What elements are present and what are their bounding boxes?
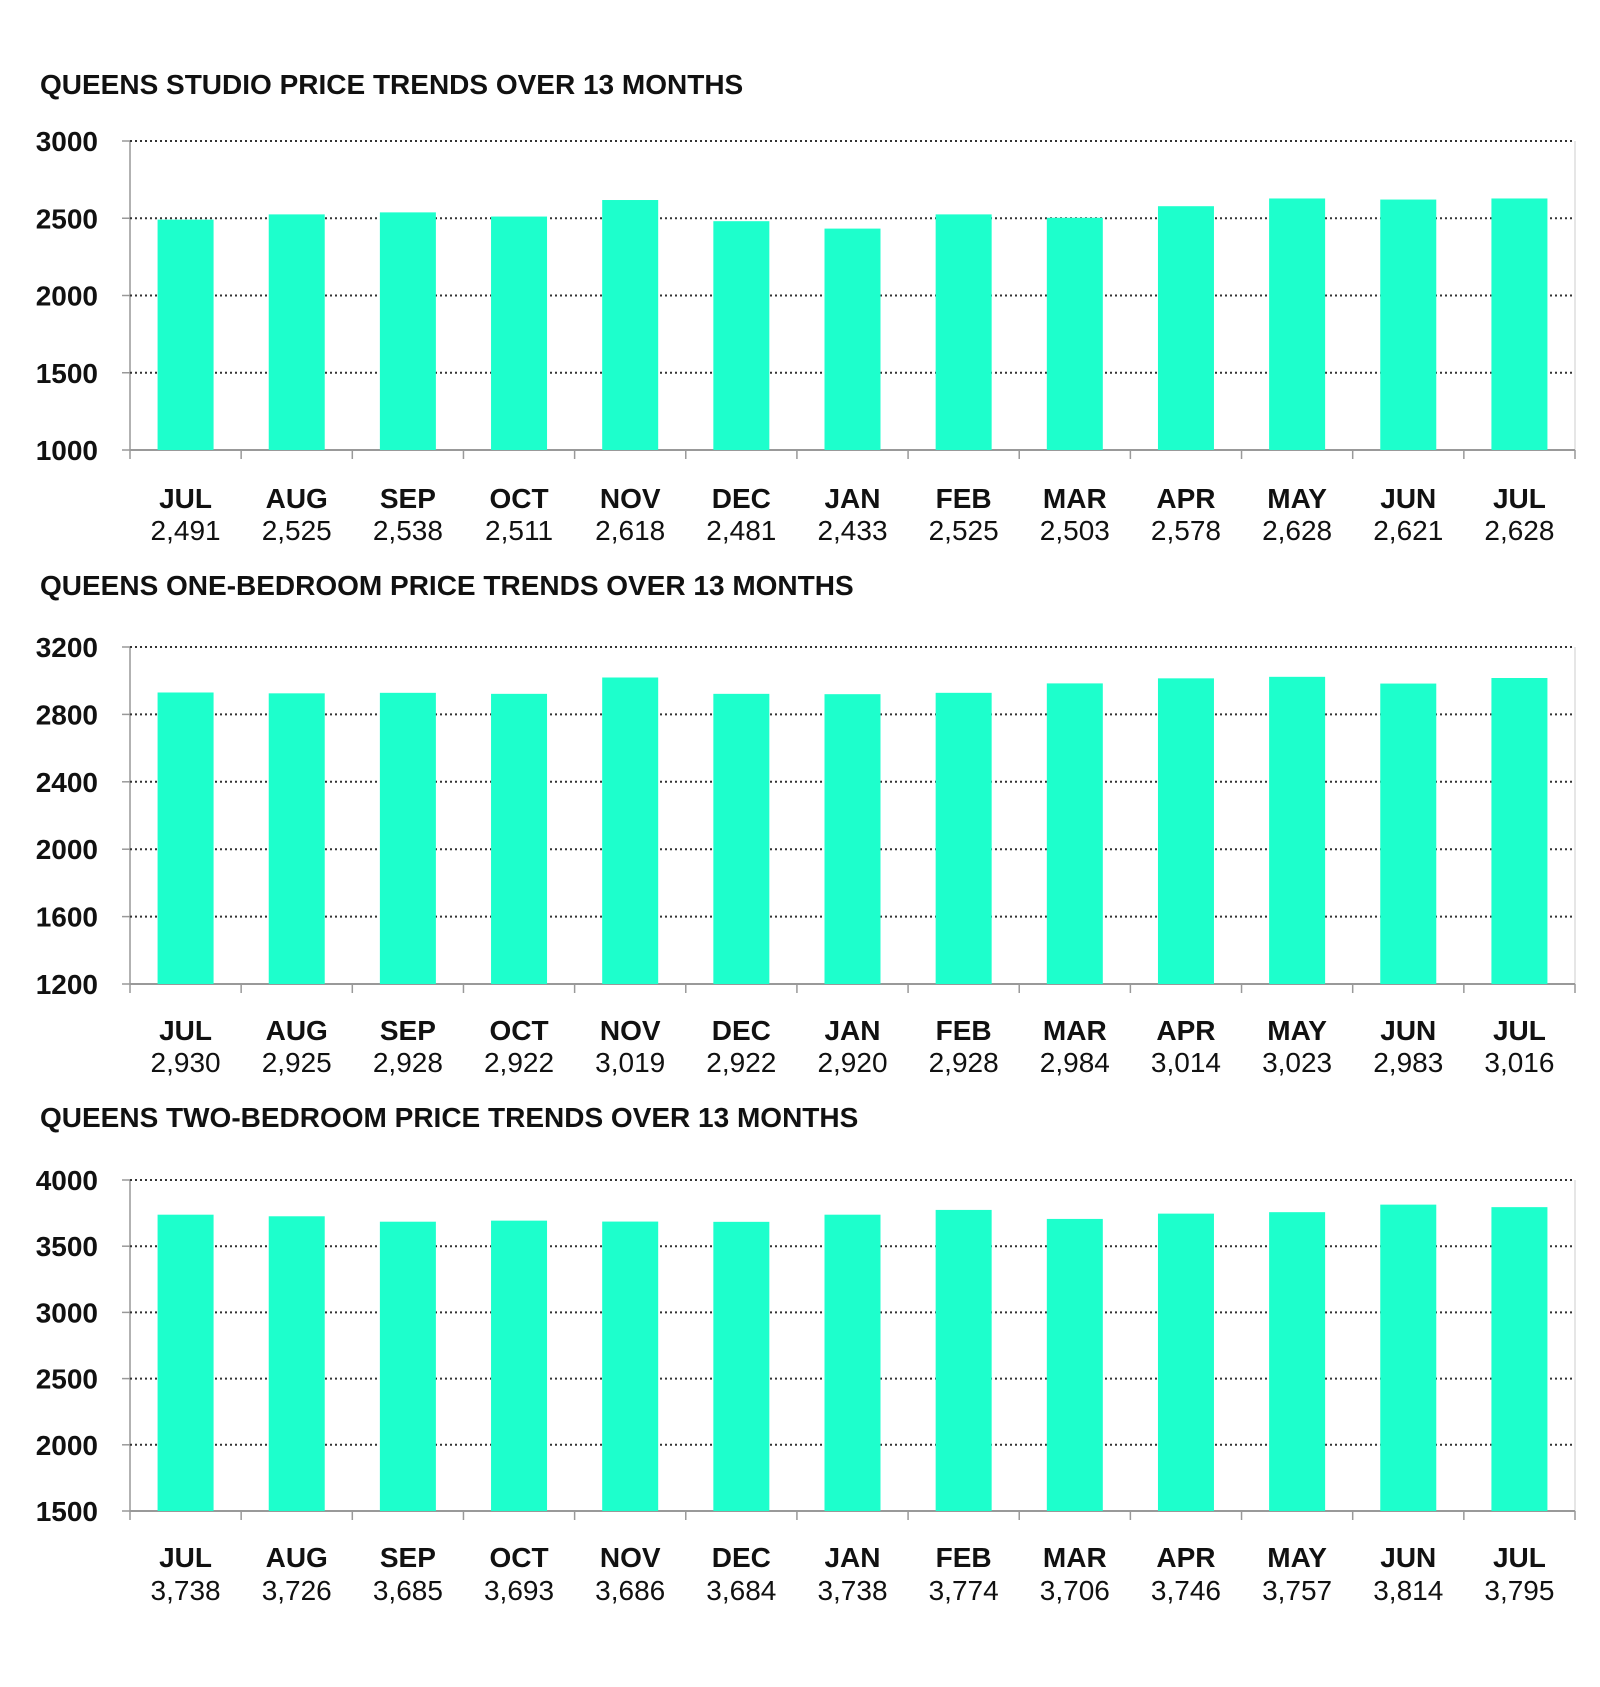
x-value-label: 2,491 (150, 515, 221, 546)
bar-aug (269, 1216, 325, 1511)
x-value-label: 2,920 (817, 1047, 888, 1078)
x-value-label: 3,014 (1150, 1047, 1222, 1078)
x-category-label: JAN (824, 483, 881, 514)
x-category-label: MAR (1042, 483, 1107, 514)
x-category-label: MAR (1042, 1015, 1107, 1046)
x-value-label: 2,930 (150, 1047, 221, 1078)
bar-sep (380, 212, 436, 450)
bar-aug (269, 693, 325, 984)
x-category-label: FEB (935, 1015, 992, 1046)
bar-jul (1491, 198, 1547, 450)
x-category-label: FEB (935, 1542, 992, 1573)
x-category-label: MAY (1267, 1015, 1327, 1046)
x-value-label: 3,686 (595, 1575, 666, 1606)
y-tick-label: 1500 (35, 357, 98, 389)
x-value-label: 2,925 (261, 1047, 332, 1078)
x-value-label: 3,774 (928, 1575, 999, 1606)
x-value-label: 3,746 (1150, 1575, 1222, 1606)
x-category-label: JUL (159, 1542, 213, 1573)
bar-dec (713, 221, 769, 450)
bar-mar (1047, 1219, 1103, 1511)
y-tick-label: 1200 (35, 969, 98, 1000)
x-value-label: 2,984 (1039, 1047, 1110, 1078)
x-value-label: 3,738 (817, 1575, 888, 1606)
y-tick-label: 3500 (35, 1231, 98, 1263)
x-category-label: OCT (489, 1015, 549, 1046)
y-tick-label: 3200 (35, 632, 98, 663)
y-tick-label: 2800 (35, 699, 98, 731)
y-tick-label: 3000 (35, 1297, 98, 1329)
x-value-label: 2,928 (928, 1047, 999, 1078)
bar-may (1269, 677, 1325, 984)
bar-may (1269, 198, 1325, 450)
y-tick-label: 1000 (35, 435, 98, 466)
x-value-label: 2,538 (372, 515, 443, 546)
x-category-label: JUL (159, 483, 213, 514)
bar-chart-3 (36, 1102, 1575, 1606)
y-tick-label: 4000 (35, 1165, 98, 1196)
x-category-label: MAR (1042, 1542, 1107, 1573)
x-value-label: 2,503 (1039, 515, 1110, 546)
x-value-label: 2,922 (483, 1047, 555, 1078)
x-value-label: 3,019 (595, 1047, 666, 1078)
x-category-label: APR (1156, 1015, 1216, 1046)
bar-apr (1158, 206, 1214, 450)
x-category-label: APR (1156, 1542, 1216, 1573)
bar-dec (713, 1222, 769, 1511)
bar-chart-2 (36, 570, 1575, 1078)
bar-sep (380, 1222, 436, 1511)
x-category-label: APR (1156, 483, 1216, 514)
x-category-label: JUL (159, 1015, 213, 1046)
bar-jul (158, 692, 214, 984)
x-category-label: JAN (824, 1015, 881, 1046)
y-tick-label: 2500 (35, 203, 98, 235)
x-value-label: 3,726 (261, 1575, 332, 1606)
x-value-label: 3,685 (372, 1575, 443, 1606)
chart-title: QUEENS TWO-BEDROOM PRICE TRENDS OVER 13 MONTHS (40, 1102, 859, 1133)
x-value-label: 2,628 (1484, 515, 1555, 546)
x-value-label: 3,693 (483, 1575, 555, 1606)
x-category-label: MAY (1267, 483, 1327, 514)
bar-sep (380, 693, 436, 984)
x-category-label: AUG (265, 483, 328, 514)
chart-title: QUEENS ONE-BEDROOM PRICE TRENDS OVER 13 MONTHS (40, 570, 854, 601)
x-category-label: JUL (1492, 483, 1546, 514)
bar-feb (936, 1210, 992, 1511)
bar-jan (825, 229, 881, 450)
x-category-label: MAY (1267, 1542, 1327, 1573)
bar-may (1269, 1212, 1325, 1511)
x-value-label: 3,795 (1484, 1575, 1555, 1606)
bar-jul (158, 1215, 214, 1511)
bar-jul (1491, 1207, 1547, 1511)
x-value-label: 2,525 (261, 515, 332, 546)
x-value-label: 2,928 (372, 1047, 443, 1078)
y-tick-label: 2000 (35, 280, 98, 312)
x-value-label: 2,983 (1373, 1047, 1444, 1078)
x-value-label: 3,016 (1484, 1047, 1555, 1078)
x-value-label: 3,684 (706, 1575, 777, 1606)
x-category-label: JUL (1492, 1015, 1546, 1046)
x-value-label: 2,481 (706, 515, 777, 546)
bar-jul (158, 220, 214, 450)
x-value-label: 2,628 (1262, 515, 1333, 546)
bar-jun (1380, 1205, 1436, 1511)
bar-oct (491, 217, 547, 450)
y-tick-label: 2500 (35, 1363, 98, 1395)
x-value-label: 3,757 (1262, 1575, 1333, 1606)
x-category-label: DEC (711, 1542, 771, 1573)
x-category-label: SEP (379, 1015, 436, 1046)
x-category-label: AUG (265, 1542, 328, 1573)
bar-dec (713, 694, 769, 984)
bar-apr (1158, 1214, 1214, 1511)
x-value-label: 2,618 (595, 515, 666, 546)
bar-jan (825, 694, 881, 984)
x-value-label: 3,706 (1039, 1575, 1110, 1606)
bar-nov (602, 200, 658, 450)
x-category-label: JUN (1380, 1542, 1437, 1573)
x-value-label: 2,922 (706, 1047, 777, 1078)
bar-oct (491, 1221, 547, 1511)
y-tick-label: 2000 (35, 1429, 98, 1461)
x-category-label: NOV (599, 1542, 661, 1573)
x-category-label: JUL (1492, 1542, 1546, 1573)
y-tick-label: 2400 (35, 766, 98, 798)
bar-oct (491, 694, 547, 984)
bar-apr (1158, 678, 1214, 984)
x-category-label: JUN (1380, 483, 1437, 514)
x-category-label: JAN (824, 1542, 881, 1573)
x-value-label: 2,525 (928, 515, 999, 546)
x-value-label: 2,511 (485, 515, 554, 546)
x-category-label: FEB (935, 483, 992, 514)
x-category-label: SEP (379, 483, 436, 514)
x-category-label: JUN (1380, 1015, 1437, 1046)
y-tick-label: 2000 (35, 834, 98, 866)
x-value-label: 2,578 (1150, 515, 1222, 546)
y-tick-label: 3000 (35, 126, 98, 157)
bar-jul (1491, 678, 1547, 984)
bar-jan (825, 1215, 881, 1511)
x-category-label: OCT (489, 483, 549, 514)
bar-feb (936, 214, 992, 450)
bar-jun (1380, 200, 1436, 450)
bar-nov (602, 677, 658, 984)
bar-jun (1380, 684, 1436, 984)
x-value-label: 3,738 (150, 1575, 221, 1606)
x-value-label: 3,814 (1373, 1575, 1444, 1606)
bar-mar (1047, 683, 1103, 984)
x-value-label: 3,023 (1262, 1047, 1333, 1078)
x-category-label: AUG (265, 1015, 328, 1046)
x-value-label: 2,621 (1373, 515, 1444, 546)
x-category-label: OCT (489, 1542, 549, 1573)
x-category-label: NOV (599, 483, 661, 514)
y-tick-label: 1500 (35, 1496, 98, 1527)
x-category-label: DEC (711, 1015, 771, 1046)
y-tick-label: 1600 (35, 901, 98, 933)
x-category-label: SEP (379, 1542, 436, 1573)
x-category-label: NOV (599, 1015, 661, 1046)
bar-chart-1 (36, 69, 1575, 546)
chart-title: QUEENS STUDIO PRICE TRENDS OVER 13 MONTHS (40, 69, 744, 100)
bar-aug (269, 214, 325, 450)
x-value-label: 2,433 (817, 515, 888, 546)
bar-nov (602, 1222, 658, 1511)
bar-feb (936, 693, 992, 984)
bar-mar (1047, 218, 1103, 450)
x-category-label: DEC (711, 483, 771, 514)
